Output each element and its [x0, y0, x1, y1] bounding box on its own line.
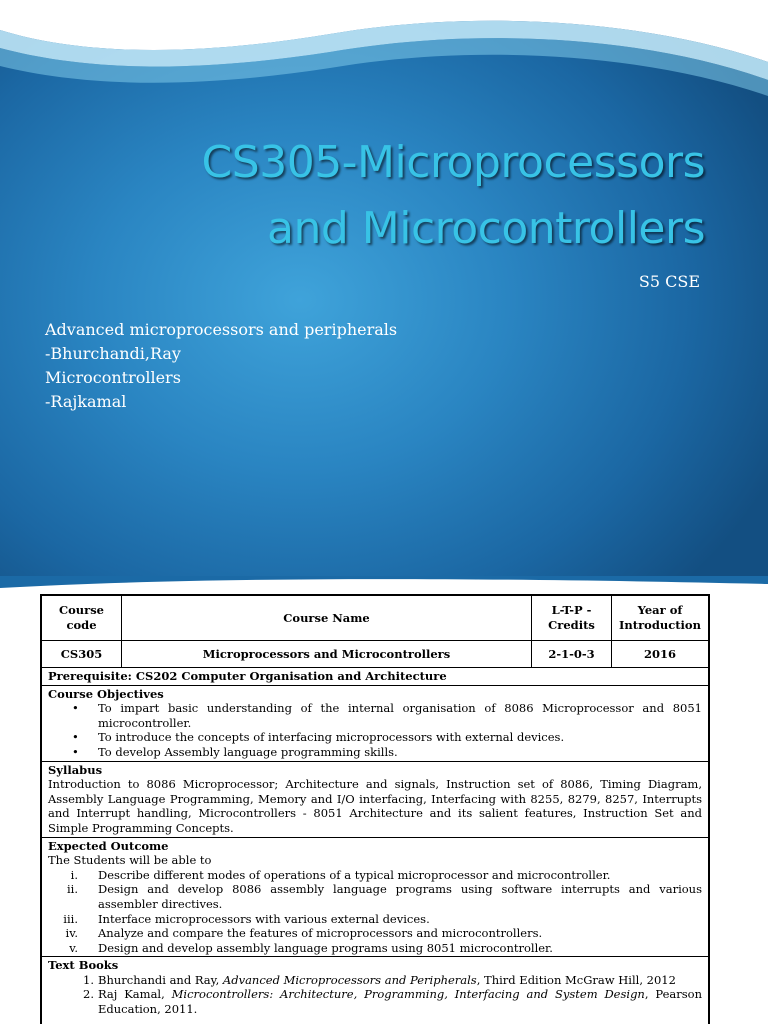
title-line-1: CS305-Microprocessors [201, 137, 705, 188]
outcome-heading: Expected Outcome [48, 838, 169, 853]
book-publisher: , Pearson Education, 2011. [98, 987, 702, 1017]
reference-line: -Bhurchandi,Ray [45, 344, 181, 363]
reference-list [45, 318, 397, 414]
item-number: iv. [65, 926, 78, 941]
item-number: ii. [66, 882, 78, 897]
list-item: • To impart basic understanding of the internal organisation of 8086 Microprocessor and 8051 microcontroller. [48, 701, 702, 730]
course-code: CS305 [42, 641, 122, 667]
list-item [48, 987, 702, 1016]
item-text: Interface microprocessors with various external devices. [98, 911, 430, 926]
expected-outcome [42, 838, 708, 958]
outcome-intro: The Students will be able to [48, 853, 212, 868]
text-books [42, 957, 708, 1017]
item-text: Design and develop 8086 assembly language programs using software interrupts and various assembler directives. [98, 882, 702, 911]
header-course-name: Course Name [122, 596, 532, 640]
wave-decoration [0, 576, 768, 588]
header-year: Year of Introduction [619, 603, 701, 632]
book-author: Raj Kamal, [98, 987, 172, 1002]
item-text: Design and develop assembly language programs using 8051 microcontroller. [98, 940, 553, 955]
table-header-row [42, 596, 708, 641]
reference-line: -Rajkamal [45, 392, 127, 411]
book-title: Microcontrollers: Architecture, Programming, Interfacing and System Design [171, 987, 645, 1002]
item-number: iii. [63, 911, 78, 926]
syllabus-slide [0, 588, 768, 1024]
syllabus-heading: Syllabus [48, 762, 103, 777]
list-item: • To develop Assembly language programming skills. [48, 745, 702, 760]
table-row [42, 641, 708, 668]
list-item [48, 926, 702, 941]
reference-line: Advanced microprocessors and peripherals [45, 320, 398, 339]
objectives-heading: Course Objectives [48, 686, 164, 701]
course-name: Microprocessors and Microcontrollers [122, 641, 532, 667]
slide-divider [0, 576, 768, 588]
syllabus-section [42, 762, 708, 838]
book-title: Advanced Microprocessors and Peripherals [222, 972, 477, 987]
wave-decoration [0, 0, 768, 110]
prerequisite: Prerequisite: CS202 Computer Organisation and Architecture [42, 668, 708, 686]
book-publisher: , Third Edition McGraw Hill, 2012 [476, 972, 676, 987]
year-of-introduction: 2016 [643, 646, 676, 661]
slide-title [40, 130, 705, 262]
book-author: Bhurchandi and Ray, [98, 972, 223, 987]
list-item [48, 973, 702, 988]
list-item [48, 941, 702, 956]
item-text: Analyze and compare the features of microprocessors and microcontrollers. [98, 926, 543, 941]
header-course-code: Course code [42, 596, 122, 640]
title-line-2: and Microcontrollers [266, 203, 705, 254]
course-objectives [42, 686, 708, 762]
list-item: • To introduce the concepts of interfacing microprocessors with external devices. [48, 730, 702, 745]
header-ltp-credits: L-T-P - Credits [532, 596, 612, 640]
item-number: 2. [83, 987, 94, 1002]
reference-line: Microcontrollers [45, 368, 181, 387]
item-text: Describe different modes of operations of a typical microprocessor and microcontroller. [98, 867, 611, 882]
list-item [48, 868, 702, 883]
list-item [48, 882, 702, 911]
slide-subtitle: S5 CSE [638, 272, 700, 291]
syllabus-text: Introduction to 8086 Microprocessor; Architecture and signals, Instruction set of 8086, Timing Diagram, Assembly Language Programming, Memory and I/O interfacing, Interfacing with 8255, 8279, 8257, Interrupts and Interrupt handling, Microcontrollers - 8051 Architecture and its salient features, Instruction Set and Simple Programming Concepts. [48, 777, 702, 835]
item-number: v. [69, 940, 78, 955]
textbooks-heading: Text Books [48, 958, 119, 973]
ltp-credits: 2-1-0-3 [532, 641, 612, 667]
syllabus-document [40, 594, 710, 1024]
list-item [48, 912, 702, 927]
item-number: i. [70, 867, 78, 882]
item-number: 1. [83, 972, 94, 987]
